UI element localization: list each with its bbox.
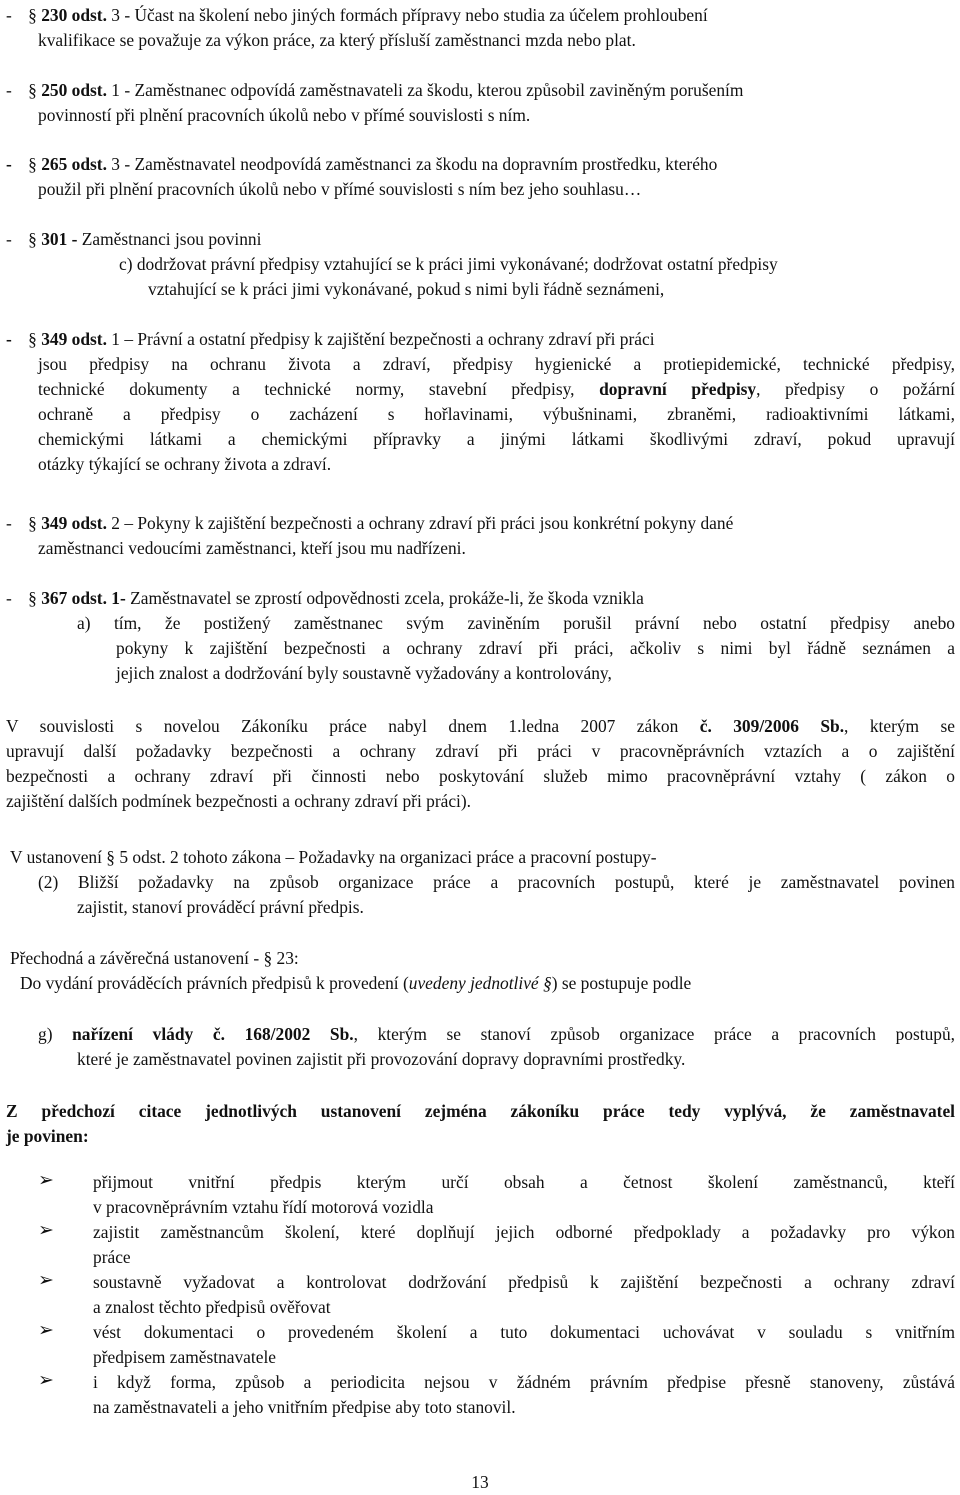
list-item-line1: přijmout vnitřní předpis kterým určí obsah a četnost školení zaměstnanců, kteří [93, 1172, 955, 1192]
provision-250-line2: povinností při plnění pracovních úkolů nebo v přímé souvislosti s ním. [38, 105, 531, 125]
list-item-line1: i když forma, způsob a periodicita nejsou v žádném právním předpise přesně stanoveny, zůstává [93, 1372, 955, 1392]
transitional-line2 [20, 971, 691, 996]
provision-number: 367 odst. 1- [41, 588, 126, 608]
provision-301-line1 [6, 227, 261, 252]
list-item-line1: vést dokumentaci o provedeném školení a tuto dokumentaci uchovávat v souladu s vnitřním [93, 1322, 955, 1342]
provision-349-1-line2: jsou předpisy na ochranu života a zdraví, předpisy hygienické a protiepidemické, technické předpisy, [38, 354, 955, 374]
provision-text: Zaměstnanci jsou povinni [77, 229, 262, 249]
amendment-line1 [6, 714, 955, 739]
text: , kterým se [844, 716, 955, 736]
provision-349-1-line3 [38, 377, 955, 402]
regulation-reference: nařízení vlády č. 168/2002 Sb. [72, 1024, 354, 1044]
law-reference: č. 309/2006 Sb. [699, 716, 845, 736]
page-number: 13 [471, 1472, 489, 1492]
provision-367-line4: jejich znalost a dodržování byly soustavně vyžadovány a kontrolovány, [116, 663, 612, 683]
provision-text: 3 - Účast na školení nebo jiných formách přípravy nebo studia za účelem prohloubení [106, 5, 708, 25]
arrow-bullet-icon: ➢ [38, 1169, 54, 1191]
regulation-line1 [38, 1022, 955, 1047]
provision-number: 301 - [41, 229, 78, 249]
section-sign: § [28, 80, 37, 100]
section-sign: § [28, 329, 37, 349]
dash: - [6, 329, 17, 349]
dash: - [6, 80, 17, 100]
provision-text: Zaměstnavatel se zprostí odpovědnosti zcela, prokáže-li, že škoda vznikla [125, 588, 644, 608]
list-item-line1: soustavně vyžadovat a kontrolovat dodržování předpisů k zajištění bezpečnosti a ochrany zdraví [93, 1272, 955, 1292]
arrow-bullet-icon: ➢ [38, 1269, 54, 1291]
list-item-line2: předpisem zaměstnavatele [93, 1347, 277, 1367]
conclusion-heading-line1: Z předchozí citace jednotlivých ustanovení zejména zákoníku práce tedy vyplývá, že zaměstnavatel [6, 1101, 955, 1121]
provision-text: 1 - Zaměstnanec odpovídá zaměstnavateli za škodu, kterou způsobil zaviněným porušením [106, 80, 744, 100]
provision-text: 2 – Pokyny k zajištění bezpečnosti a ochrany zdraví při práci jsou konkrétní pokyny dané [106, 513, 734, 533]
list-item-line1: zajistit zaměstnancům školení, které doplňují jejich odborné předpoklady a požadavky pro výkon [93, 1222, 955, 1242]
dash: - [6, 513, 17, 533]
provision-367-line2: a) tím, že postižený zaměstnanec svým zaviněním porušil právní nebo ostatní předpisy anebo [77, 613, 955, 633]
provision-265-line2: použil při plnění pracovních úkolů nebo v přímé souvislosti s ním bez jeho souhlasu… [38, 179, 642, 199]
conclusion-heading-line2: je povinen: [6, 1126, 89, 1146]
text: technické dokumenty a technické normy, stavební předpisy, [38, 379, 600, 399]
provision-number: 250 odst. [41, 80, 107, 100]
section-sign: § [28, 229, 37, 249]
provision-5-line1: V ustanovení § 5 odst. 2 tohoto zákona – Požadavky na organizaci práce a pracovní postupy- [10, 847, 657, 867]
provision-301-line2: c) dodržovat právní předpisy vztahující se k práci jimi vykonávané; dodržovat ostatní předpisy [119, 254, 778, 274]
list-item-line2: a znalost těchto předpisů ověřovat [93, 1297, 331, 1317]
regulation-line2: které je zaměstnavatel povinen zajistit při provozování dopravy dopravními prostředky. [77, 1049, 686, 1069]
provision-text: 3 - Zaměstnavatel neodpovídá zaměstnanci za škodu na dopravním prostředku, kterého [106, 154, 718, 174]
provision-349-1-line1 [6, 327, 655, 352]
italic-note: uvedeny jednotlivé § [408, 973, 552, 993]
arrow-bullet-icon: ➢ [38, 1319, 54, 1341]
provision-349-1-line4: ochraně a předpisy o zacházení s hořlavinami, výbušninami, zbraněmi, radioaktivními látkami, [38, 404, 955, 424]
provision-5-line3: zajistit, stanoví prováděcí právní předpis. [77, 897, 364, 917]
dash: - [6, 229, 17, 249]
provision-text: 1 – Právní a ostatní předpisy k zajištění bezpečnosti a ochrany zdraví při práci [106, 329, 655, 349]
provision-367-line1 [6, 586, 644, 611]
text: g) [38, 1024, 73, 1044]
provision-number: 349 odst. [41, 513, 107, 533]
arrow-bullet-icon: ➢ [38, 1369, 54, 1391]
provision-230-line2: kvalifikace se považuje za výkon práce, za který přísluší zaměstnanci mzda nebo plat. [38, 30, 636, 50]
section-sign: § [28, 588, 37, 608]
provision-349-1-line6: otázky týkající se ochrany života a zdraví. [38, 454, 332, 474]
provision-349-2-line2: zaměstnanci vedoucími zaměstnanci, kteří jsou mu nadřízeni. [38, 538, 466, 558]
list-item-line2: v pracovněprávním vztahu řídí motorová vozidla [93, 1197, 434, 1217]
text: V souvislosti s novelou Zákoníku práce nabyl dnem 1.ledna 2007 zákon [6, 716, 700, 736]
arrow-bullet-icon: ➢ [38, 1219, 54, 1241]
provision-301-line3: vztahující se k práci jimi vykonávané, pokud s nimi byli řádně seznámeni, [148, 279, 665, 299]
provision-number: 349 odst. [41, 329, 107, 349]
provision-250-line1 [6, 78, 743, 103]
amendment-line4: zajištění dalších podmínek bezpečnosti a ochrany zdraví při práci). [6, 791, 472, 811]
provision-number: 230 odst. [41, 5, 107, 25]
dash: - [6, 588, 17, 608]
transitional-heading: Přechodná a závěrečná ustanovení - § 23: [10, 948, 299, 968]
dash: - [6, 5, 17, 25]
section-sign: § [28, 5, 37, 25]
provision-367-line3: pokyny k zajištění bezpečnosti a ochrany zdraví při práci, ačkoliv s nimi byl řádně seznámen a [116, 638, 955, 658]
amendment-line2: upravují další požadavky bezpečnosti a ochrany zdraví při práci v pracovněprávních vztazích a o zajištění [6, 741, 955, 761]
provision-349-2-line1 [6, 511, 733, 536]
section-sign: § [28, 154, 37, 174]
list-item-line2: práce [93, 1247, 131, 1267]
amendment-line3: bezpečnosti a ochrany zdraví při činnosti nebo poskytování služeb mimo pracovněprávní vztahy ( zákon o [6, 766, 955, 786]
text: Do vydání prováděcích právních předpisů k provedení ( [20, 973, 409, 993]
provision-230-line1 [6, 3, 708, 28]
provision-5-line2: (2) Bližší požadavky na způsob organizace práce a pracovních postupů, které je zaměstnavatel povinen [38, 872, 955, 892]
text: , kterým se stanoví způsob organizace práce a pracovních postupů, [353, 1024, 955, 1044]
text: ) se postupuje podle [551, 973, 692, 993]
dash: - [6, 154, 17, 174]
text: , předpisy o požární [756, 379, 956, 399]
emphasis-dopravni-predpisy: dopravní předpisy [599, 379, 757, 399]
section-sign: § [28, 513, 37, 533]
provision-349-1-line5: chemickými látkami a chemickými přípravky a jinými látkami škodlivými zdraví, pokud upravují [38, 429, 955, 449]
provision-265-line1 [6, 152, 717, 177]
list-item-line2: na zaměstnavateli a jeho vnitřním předpise aby toto stanovil. [93, 1397, 516, 1417]
provision-number: 265 odst. [41, 154, 107, 174]
